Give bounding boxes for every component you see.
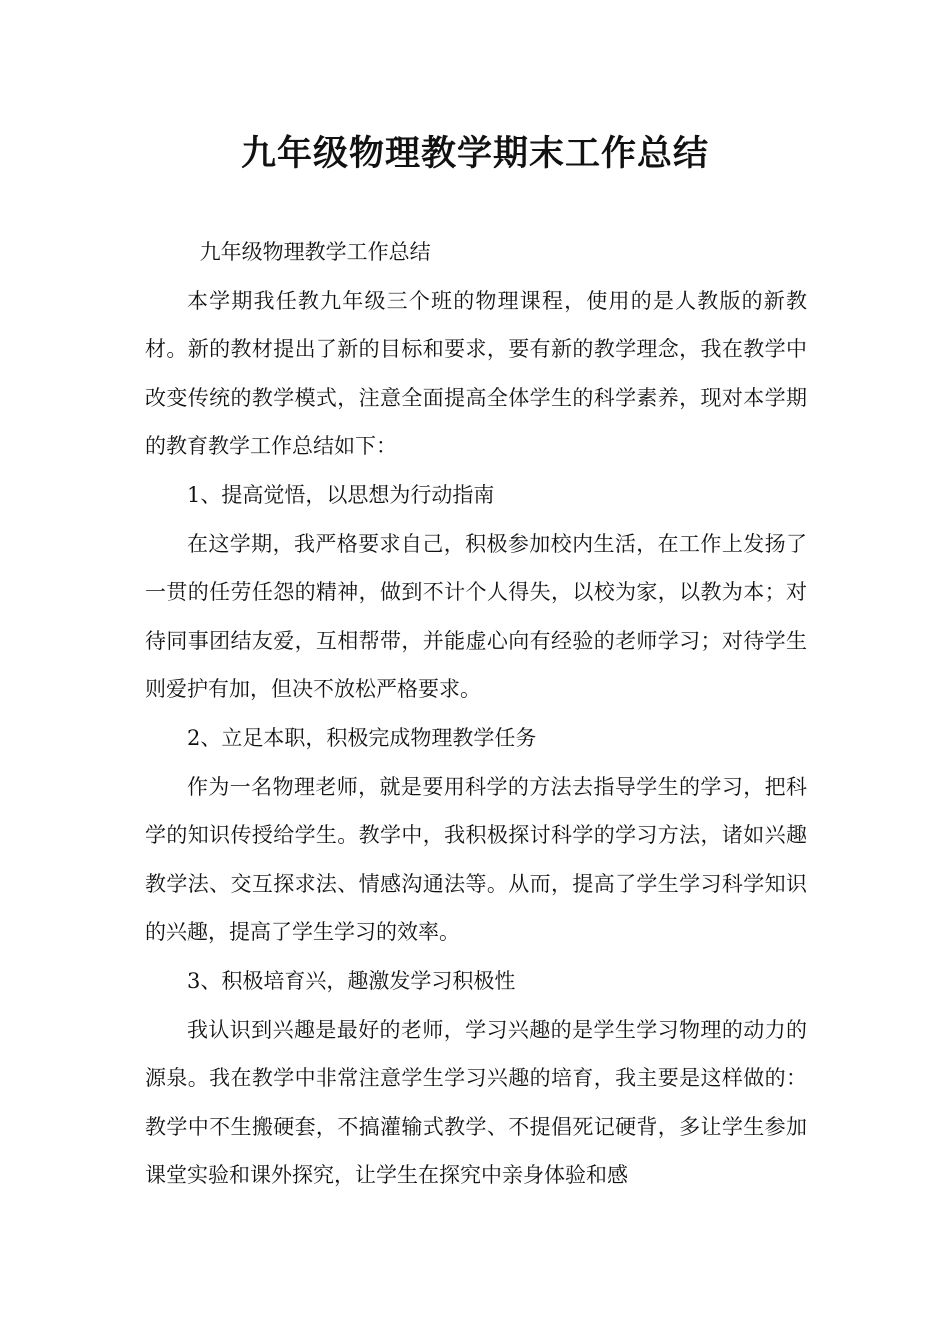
section-heading-1: 1、提高觉悟，以思想为行动指南 [187, 482, 495, 507]
section-paragraph-3: 我认识到兴趣是最好的老师，学习兴趣的是学生学习物理的动力的源泉。我在教学中非常注意学生学习兴趣的培育，我主要是这样做的：教学中不生搬硬套，不搞灌输式教学、不提倡死记硬背，多让学生参加课堂实验和课外探究，让学生在探究中亲身体验和感 [145, 1017, 807, 1188]
section-paragraph-1: 在这学期，我严格要求自己，积极参加校内生活，在工作上发扬了一贯的任劳任怨的精神，做到不计个人得失，以校为家，以教为本；对待同事团结友爱，互相帮带，并能虚心向有经验的老师学习；对待学生则爱护有加，但决不放松严格要求。 [145, 531, 807, 702]
intro-paragraph: 本学期我任教九年级三个班的物理课程，使用的是人教版的新教材。新的教材提出了新的目标和要求，要有新的教学理念，我在教学中改变传统的教学模式，注意全面提高全体学生的科学素养，现对本学期的教育教学工作总结如下： [145, 288, 807, 459]
section-heading-3: 3、积极培育兴，趣激发学习积极性 [187, 968, 516, 993]
section-heading-2: 2、立足本职，积极完成物理教学任务 [187, 725, 537, 750]
document-subtitle: 九年级物理教学工作总结 [199, 240, 431, 264]
document-title: 九年级物理教学期末工作总结 [240, 134, 709, 174]
section-paragraph-2: 作为一名物理老师，就是要用科学的方法去指导学生的学习，把科学的知识传授给学生。教学中，我积极探讨科学的学习方法，诸如兴趣教学法、交互探求法、情感沟通法等。从而，提高了学生学习科学知识的兴趣，提高了学生学习的效率。 [145, 774, 807, 945]
document-body [145, 228, 807, 1200]
